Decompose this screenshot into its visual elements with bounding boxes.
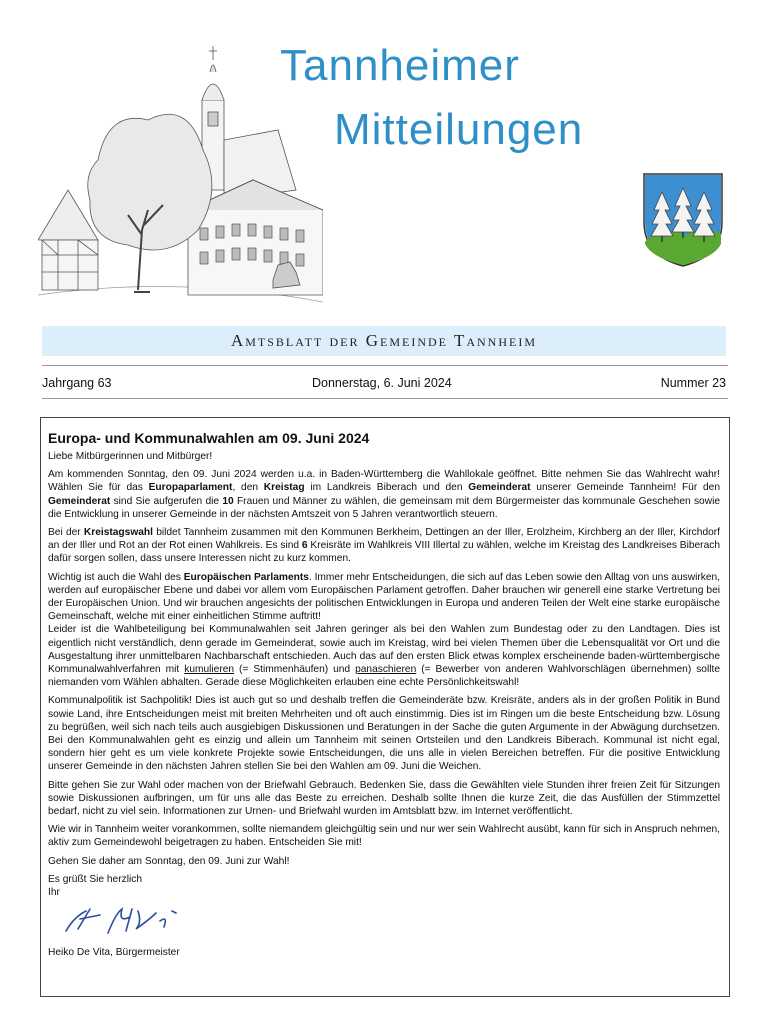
paragraph-4: Leider ist die Wahlbeteiligung bei Kommunalwahlen seit Jahren geringer als bei den Wahlen zum Bundestag oder zu den Landtagen. Dies ist eigentlich nicht verständlich, denn gerade im Gemeinderat, sowie auch im Kreistag, wird bei vielen Themen über die Lebensqualität vor Ort und die Ausgestaltung ihrer unmittelbaren Nachbarschaft entschieden. Auch das auf den ersten Blick etwas komplex erscheinende baden-württembergische Kommunalwahlverfahren mit kumulieren (= Stimmenhäufen) und panaschieren (= Bewerber von anderen Wahlvorschlägen übernehmen) sollte niemanden vom Wählen abhalten. Gerade diese Möglichkeiten erlauben eine echte Persönlichkeitswahl! <box>48 624 720 689</box>
issue-meta <box>42 370 728 399</box>
handwritten-signature <box>60 903 192 939</box>
title-line-2: Mitteilungen <box>334 105 584 154</box>
article-body <box>48 430 720 960</box>
issue-number: Nummer 23 <box>660 376 726 390</box>
paragraph-8: Gehen Sie daher am Sonntag, den 09. Juni zur Wahl! <box>48 855 290 867</box>
closing-line-2: Ihr <box>48 887 60 899</box>
paragraph-1: Am kommenden Sonntag, den 09. Juni 2024 werden u.a. in Baden-Württemberg die Wahllokale geöffnet. Bitte nehmen Sie das Wahlrecht wahr! Wählen Sie für das Europaparlament, den Kreistag im Landkreis Biberach und den Gemeinderat unserer Gemeinde Tannheim! Für den Gemeinderat sind Sie aufgerufen die 10 Frauen und Männer zu wählen, die gemeinsam mit dem Bürgermeister das kommunale Geschehen sowie die Entwicklung in unserer Gemeinde in der nächsten Amtszeit von 5 Jahren verantwortlich steuern. <box>48 469 720 520</box>
greeting: Liebe Mitbürgerinnen und Mitbürger! <box>48 451 213 462</box>
article-box <box>40 417 730 997</box>
paragraph-6: Bitte gehen Sie zur Wahl oder machen von der Briefwahl Gebrauch. Bedenken Sie, dass die Gewählten viele Stunden ihrer freien Zeit für Sitzungen sowie Diskussionen aufbringen, um für uns alle das Beste zu erreichen. Deshalb sollte Ihnen die kurze Zeit, die das Ausfüllen der Stimmzettel bedarf, nicht zu viel sein. Informationen zur Urnen- und Briefwahl wurden im Amtsblatt bzw. im Internet veröffentlicht. <box>48 779 720 818</box>
masthead <box>0 0 770 390</box>
signoff: Heiko De Vita, Bürgermeister <box>48 947 180 959</box>
paragraph-2: Bei der Kreistagswahl bildet Tannheim zusammen mit den Kommunen Berkheim, Dettingen an der Iller, Erolzheim, Kirchberg an der Iller, Kirchdorf an der Iller und Rot an der Rot einen Wahlkreis. Es sind 6 Kreisräte im Wahlkreis VIII Illertal zu wählen, welche im Kreistag des Landkreises Biberach dafür sorgen sollen, dass unsere Interessen nicht zu kurz kommen. <box>48 527 720 565</box>
divider <box>42 365 728 366</box>
paragraph-5: Kommunalpolitik ist Sachpolitik! Dies ist auch gut so und deshalb treffen die Gemeinderäte bzw. Kreisräte, anders als in der großen Politik in Bund sowie Land, ihre Entscheidungen meist mit breiten Mehrheiten und oft auch einstimmig. Dies ist im Ringen um die beste Entscheidung bzw. Lösung zu begrüßen, weil sich nach teils auch ausgiebigen Diskussionen und Beratungen in der Sache die guten Argumente in der Abwägung durchsetzen. Bei den Kommunalwahlen geht es einzig und allein um Tannheim mit seinen Ortsteilen und den Landkreis Biberach. Kommunal ist nicht egal, sondern hier geht es um viele konkrete Projekte sowie Entscheidungen, die uns alle in vielen Bereichen betreffen. Für die positive Entwicklung unserer Gemeinde in den nächsten Jahren stellen Sie bei den Wahlen am 09. Juni die Weichen. <box>48 695 720 773</box>
closing-line-1: Es grüßt Sie herzlich <box>48 873 142 885</box>
volume: Jahrgang 63 <box>42 376 112 390</box>
paragraph-7: Wie wir in Tannheim weiter vorankommen, sollte niemandem gleichgültig sein und nur wer sein Wahlrecht ausübt, kann für sich in Anspruch nehmen, aktiv zum Gemeindewohl beigetragen zu haben. Entscheiden Sie mit! <box>48 824 720 849</box>
title-line-1: Tannheimer <box>280 41 520 90</box>
paragraph-3: Wichtig ist auch die Wahl des Europäischen Parlaments. Immer mehr Entscheidungen, die sich auf das Leben sowie den Alltag von uns auswirken, werden auf europäischer Ebene und dabei vor allem vom Europäischen Parlament getroffen. Daher brauchen wir generell eine starke Vertretung bei der Europäischen Union. Und wir brauchen angesichts der politischen Entwicklungen in Europa und anderen Teilen der Welt eine starke europäische Gemeinschaft, welche mit einer einheitlichen Stimme auftritt! <box>48 571 720 623</box>
article-headline: Europa- und Kommunalwahlen am 09. Juni 2024 <box>48 430 370 446</box>
municipal-coat-of-arms <box>642 172 724 268</box>
subtitle: Amtsblatt der Gemeinde Tannheim <box>230 331 538 350</box>
issue-date: Donnerstag, 6. Juni 2024 <box>312 376 452 390</box>
subtitle-band <box>42 326 726 356</box>
